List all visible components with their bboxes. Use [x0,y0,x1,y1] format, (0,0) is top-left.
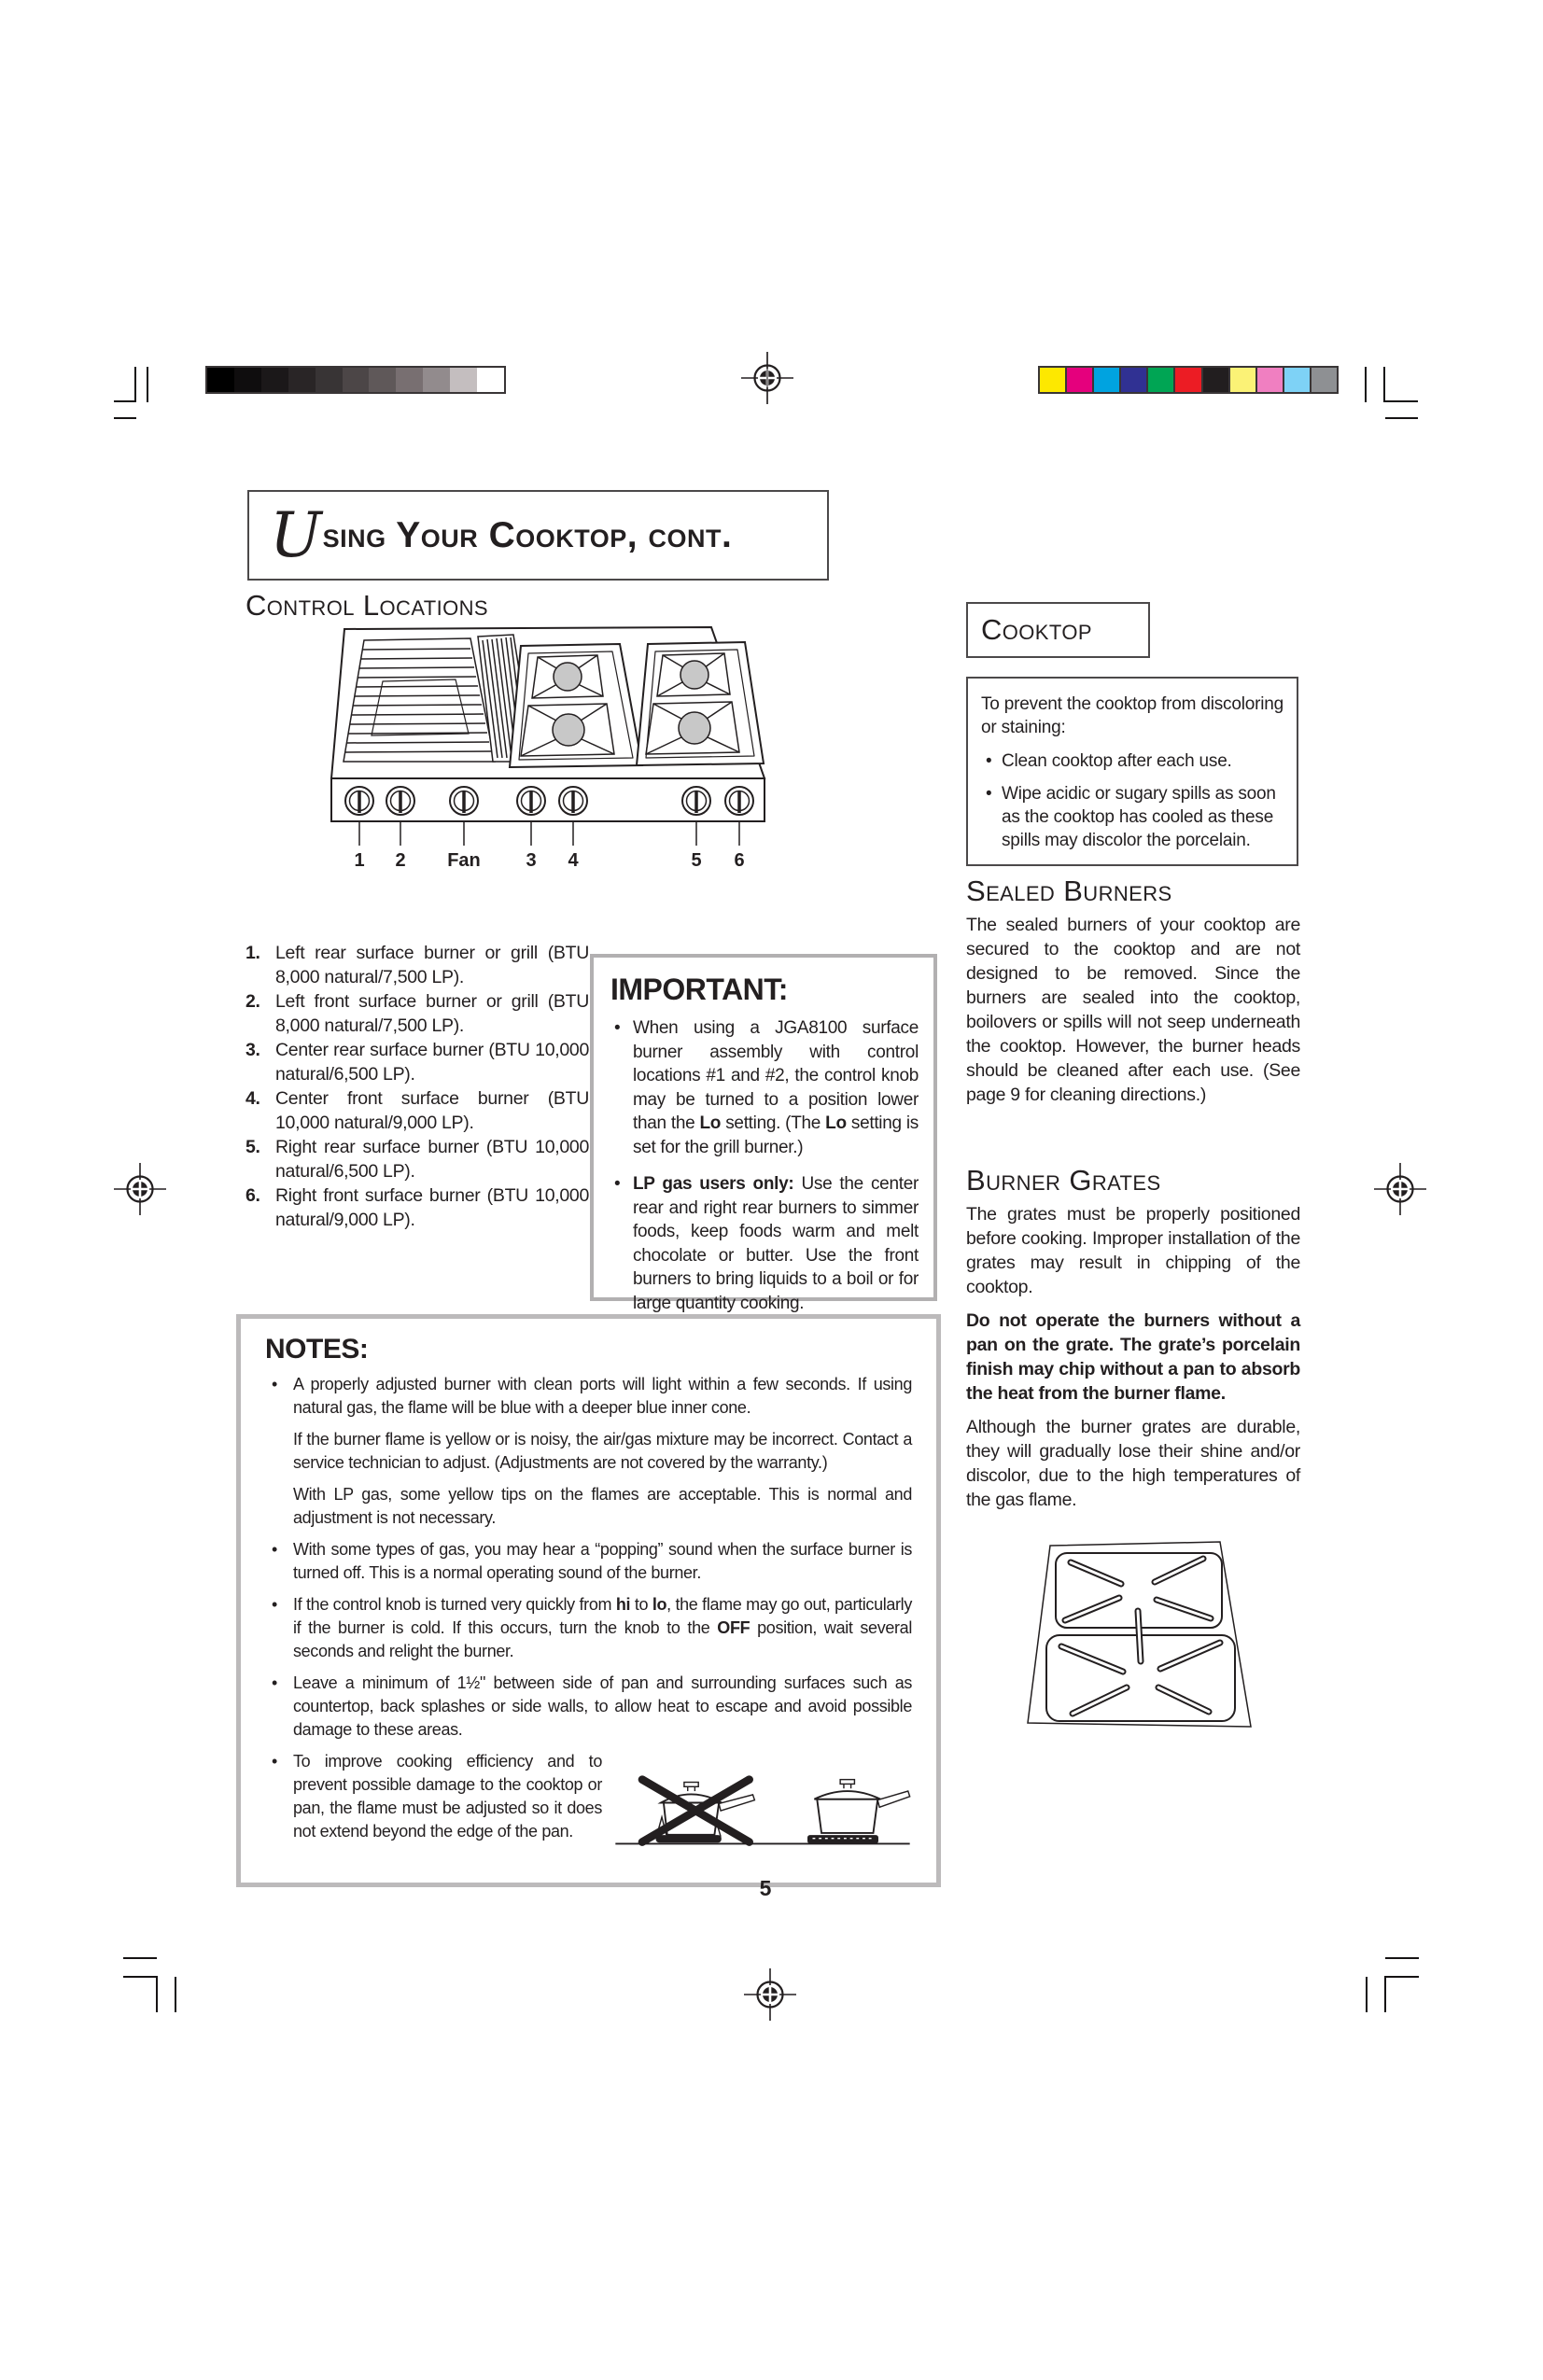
item-text: Right front surface burner (BTU 10,000 natural/9,000 LP). [275,1185,589,1230]
note-text: To improve cooking efficiency and to prevent possible damage to the cooktop or pan, the flame must be adjusted so it does not extend beyond the edge of the pan. [293,1752,602,1841]
burner-grate-illustration [1022,1540,1255,1736]
important-bullet: • LP gas users only: Use the center rear and right rear burners to simmer foods, keep foods warm and melt chocolate or butter. Use the front burners to bring liquids to a boil or for large quantity cooking. [609,1172,919,1315]
registration-mark-icon [741,352,793,404]
list-item [245,1135,589,1183]
burner-grates-para: The grates must be properly positioned before cooking. Improper installation of the grates may result in chipping of the cooktop. [966,1204,1300,1297]
care-intro: To prevent the cooktop from discoloring or staining: [981,694,1283,737]
burner-grates-heading: Burner Grates [966,1164,1161,1197]
page-number: 5 [759,1876,772,1900]
title-initial: U [270,498,322,571]
important-heading: IMPORTANT: [610,973,788,1006]
item-number: 4. [245,1088,260,1109]
color-swatch [1284,368,1312,392]
gray-swatch [343,368,370,392]
grayscale-calibration-bar [205,366,506,394]
list-item [245,1086,589,1135]
item-text: Left front surface burner or grill (BTU 8,000 natural/7,500 LP). [275,991,589,1036]
important-box [590,954,937,1313]
cooktop-section-heading-box [966,602,1150,658]
color-swatch [1230,368,1257,392]
color-swatch [1094,368,1121,392]
knob-label-3: 3 [526,850,537,871]
gray-swatch [234,368,261,392]
gray-swatch [423,368,450,392]
registration-mark-icon [114,1163,166,1215]
burner-list [245,941,589,1232]
cooktop-diagram [329,623,767,871]
gray-swatch [288,368,316,392]
item-text: Right rear surface burner (BTU 10,000 natural/6,500 LP). [275,1137,589,1182]
cooktop-heading: Cooktop [981,613,1092,646]
knob-label-6: 6 [734,850,745,871]
notes-heading: NOTES: [265,1334,369,1365]
burner-grates-para: Although the burner grates are durable, they will gradually lose their shine and/or discolor, due to the high temperatures of the gas flame. [966,1417,1300,1510]
pan-flame-illustration [613,1772,912,1853]
gray-swatch [450,368,477,392]
care-bullet: • Wipe acidic or sugary spills as soon as the cooktop has cooled as these spills may discolor the porcelain. [981,782,1283,852]
knob-label-5: 5 [691,850,702,871]
item-number: 6. [245,1185,260,1206]
gray-swatch [396,368,423,392]
item-number: 5. [245,1137,260,1157]
cooktop-care-box [966,677,1298,866]
item-text: Center front surface burner (BTU 10,000 natural/9,000 LP). [275,1088,589,1133]
list-item [245,941,589,989]
gray-swatch [369,368,396,392]
list-item [245,1038,589,1086]
knob-label-4: 4 [568,850,579,871]
sealed-burners-section [966,875,1300,1116]
registration-mark-icon [744,1968,796,2021]
gray-swatch [207,368,234,392]
item-text: Center rear surface burner (BTU 10,000 natural/6,500 LP). [275,1040,589,1085]
note-item: • Leave a minimum of 1½" between side of pan and surrounding surfaces such as countertop, back splashes or side walls, to allow heat to escape and avoid possible damage to these areas. [265,1672,912,1742]
item-number: 2. [245,991,260,1012]
item-text: Left rear surface burner or grill (BTU 8,000 natural/7,500 LP). [275,943,589,987]
note-item: With LP gas, some yellow tips on the flames are acceptable. This is normal and adjustment is not necessary. [293,1485,912,1527]
color-swatch [1175,368,1202,392]
item-number: 1. [245,943,260,963]
important-bullet: • When using a JGA8100 surface burner assembly with control locations #1 and #2, the control knob may be turned to a position lower than the Lo setting. (The Lo setting is set for the grill burner.) [609,1016,919,1159]
care-bullet: • Clean cooktop after each use. [981,749,1283,773]
item-number: 3. [245,1040,260,1060]
color-swatch [1257,368,1284,392]
note-item: • If the control knob is turned very quickly from hi to lo, the flame may go out, particularly if the burner is cold. If this occurs, turn the knob to the OFF position, wait several seconds and relight the burner. [265,1593,912,1663]
list-item [245,1183,589,1232]
color-swatch [1040,368,1067,392]
note-item: • A properly adjusted burner with clean ports will light within a few seconds. If using natural gas, the flame will be blue with a deeper blue inner cone. [265,1373,912,1420]
knob-label-fan: Fan [447,850,481,871]
burner-grates-warning: Do not operate the burners without a pan on the grate. The grate’s porcelain finish may chip without a pan to absorb the heat from the burner flame. [966,1310,1300,1404]
color-swatch [1121,368,1148,392]
page-title [247,490,829,581]
notes-box [236,1314,941,1887]
color-swatch [1203,368,1230,392]
knob-label-1: 1 [354,850,365,871]
registration-mark-icon [1374,1163,1426,1215]
sealed-burners-heading: Sealed Burners [966,875,1172,907]
note-item [265,1750,912,1843]
burner-grates-section [966,1165,1300,1521]
color-calibration-bar [1038,366,1339,394]
color-swatch [1148,368,1175,392]
control-locations-heading: Control Locations [245,589,488,622]
note-item: • With some types of gas, you may hear a “popping” sound when the surface burner is turned off. This is a normal operating sound of the burner. [265,1538,912,1585]
gray-swatch [316,368,343,392]
color-swatch [1067,368,1094,392]
list-item [245,989,589,1038]
knob-label-2: 2 [395,850,406,871]
title-text: sing Your Cooktop, cont. [322,514,733,555]
sealed-burners-body: The sealed burners of your cooktop are secured to the cooktop and are not designed to be removed. Since the burners are sealed into the cooktop, boilovers or spills will not seep underneath the cooktop. However, the burner heads should be cleaned after each use. (See page 9 for cleaning directions.) [966,915,1300,1105]
gray-swatch [477,368,504,392]
color-swatch [1312,368,1337,392]
note-item: If the burner flame is yellow or is noisy, the air/gas mixture may be incorrect. Contact a service technician to adjust. (Adjustments are not covered by the warranty.) [293,1430,912,1472]
gray-swatch [261,368,288,392]
